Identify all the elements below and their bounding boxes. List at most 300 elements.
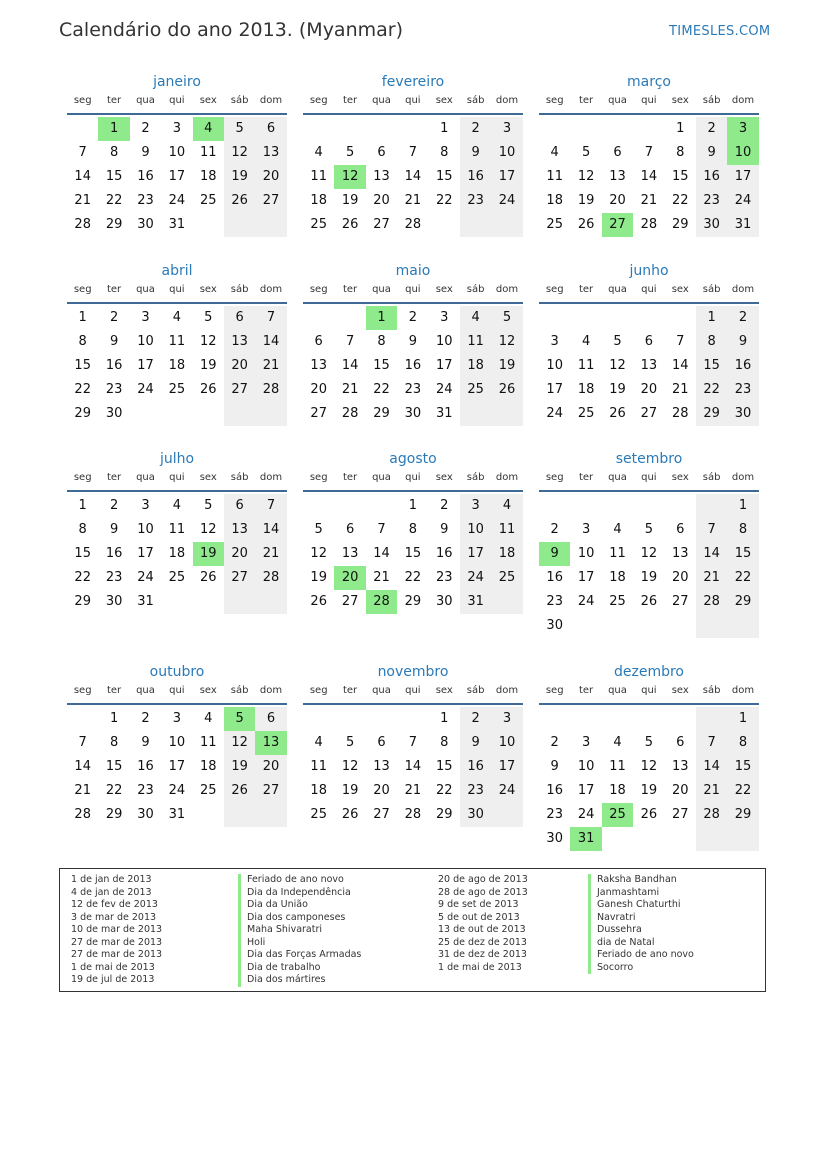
day-cell: 6	[224, 306, 255, 330]
day-cell: 8	[377, 334, 386, 349]
weekday-label: sáb	[702, 95, 721, 106]
empty-cell	[570, 614, 601, 638]
day-cell: 12	[224, 731, 255, 755]
day-cell: 5	[491, 306, 522, 330]
day-cell: 16	[546, 570, 563, 585]
day-cell: 2	[408, 310, 417, 325]
day-cell: 30	[546, 831, 563, 846]
day-cell: 4	[613, 522, 622, 537]
day-cell: 23	[546, 807, 563, 822]
day-grid	[67, 306, 287, 426]
month-julho	[67, 449, 287, 614]
empty-cell	[334, 117, 365, 141]
day-cell: 16	[435, 546, 453, 561]
weekday-label: sex	[435, 95, 453, 106]
empty-cell	[130, 402, 161, 426]
day-cell: 28	[255, 566, 286, 590]
day-cell: 27	[373, 217, 390, 232]
empty-cell	[665, 614, 696, 638]
day-cell: 30	[404, 406, 422, 421]
day-cell: 16	[404, 358, 422, 373]
day-cell: 6	[224, 494, 255, 518]
day-cell: 25	[602, 803, 633, 827]
day-cell: 7	[78, 145, 87, 160]
day-cell: 15	[727, 542, 758, 566]
day-cell: 26	[609, 406, 626, 421]
weekday-label: dom	[495, 95, 519, 106]
day-cell: 7	[696, 731, 727, 755]
day-cell: 18	[577, 382, 595, 397]
brand-logo-text[interactable]: TIMESLES.COM	[669, 24, 771, 39]
weekday-label: ter	[342, 284, 358, 295]
day-cell: 28	[696, 590, 727, 614]
day-cell: 18	[168, 358, 186, 373]
weekday-label: seg	[309, 685, 328, 696]
day-cell: 20	[373, 193, 390, 208]
legend-date: 1 de jan de 2013	[71, 874, 152, 885]
day-cell: 14	[341, 358, 359, 373]
day-cell: 30	[435, 594, 453, 609]
day-cell: 20	[671, 783, 689, 798]
day-cell: 4	[460, 306, 491, 330]
day-cell: 31	[435, 406, 453, 421]
day-cell: 7	[255, 306, 286, 330]
day-cell: 10	[137, 334, 154, 349]
day-cell: 13	[224, 518, 255, 542]
month-name: fevereiro	[381, 74, 445, 90]
day-grid	[539, 306, 759, 426]
day-cell: 12	[341, 759, 359, 774]
day-cell: 2	[460, 117, 491, 141]
day-cell: 10	[577, 546, 595, 561]
day-cell: 19	[341, 783, 359, 798]
day-cell: 20	[310, 382, 327, 397]
month-dezembro	[539, 662, 759, 851]
day-cell: 28	[640, 217, 658, 232]
day-cell: 18	[609, 783, 626, 798]
empty-cell	[539, 306, 570, 330]
day-cell: 24	[435, 382, 453, 397]
day-cell: 14	[696, 755, 727, 779]
month-name: julho	[159, 451, 195, 467]
day-cell: 11	[546, 169, 563, 184]
day-cell: 26	[341, 807, 359, 822]
day-cell: 10	[435, 334, 453, 349]
page-title: Calendário do ano 2013. (Myanmar)	[59, 19, 403, 41]
day-cell: 16	[546, 783, 563, 798]
day-cell: 11	[609, 759, 626, 774]
empty-cell	[491, 402, 522, 426]
empty-cell	[366, 117, 397, 141]
day-cell: 23	[137, 193, 154, 208]
day-cell: 24	[727, 189, 758, 213]
empty-cell	[397, 707, 428, 731]
empty-cell	[539, 117, 570, 141]
day-cell: 31	[168, 217, 186, 232]
day-cell: 25	[460, 378, 491, 402]
day-cell: 6	[255, 117, 286, 141]
weekday-label: seg	[73, 95, 92, 106]
day-cell: 3	[727, 117, 758, 141]
month-junho	[539, 261, 759, 426]
day-cell: 30	[137, 807, 154, 822]
day-cell: 26	[224, 779, 255, 803]
day-cell: 16	[137, 759, 154, 774]
day-cell: 28	[366, 590, 397, 614]
legend-date: 13 de out de 2013	[438, 924, 526, 935]
month-março	[539, 72, 759, 237]
day-cell: 21	[341, 382, 359, 397]
day-cell: 8	[440, 145, 449, 160]
day-cell: 6	[676, 735, 685, 750]
day-cell: 28	[404, 807, 422, 822]
weekday-label: qua	[608, 685, 627, 696]
legend-date: 27 de mar de 2013	[71, 936, 163, 948]
day-cell: 27	[224, 566, 255, 590]
day-cell: 29	[404, 594, 422, 609]
day-cell: 3	[172, 121, 181, 136]
day-cell: 5	[345, 145, 355, 160]
day-cell: 22	[404, 570, 422, 585]
day-cell: 22	[373, 382, 390, 397]
day-cell: 22	[435, 193, 453, 208]
day-cell: 13	[224, 330, 255, 354]
day-cell: 13	[373, 759, 390, 774]
day-cell: 23	[460, 189, 491, 213]
day-cell: 27	[602, 213, 633, 237]
day-cell: 1	[440, 711, 449, 726]
day-cell: 28	[74, 807, 91, 822]
weekday-label: seg	[545, 95, 564, 106]
empty-cell	[696, 827, 727, 851]
weekday-label: sex	[435, 284, 453, 295]
empty-cell	[303, 306, 334, 330]
day-cell: 16	[105, 358, 123, 373]
header-divider	[539, 113, 759, 115]
weekday-header	[303, 683, 523, 699]
weekday-label: ter	[106, 685, 122, 696]
day-cell: 11	[609, 546, 626, 561]
weekday-label: sáb	[230, 472, 249, 483]
day-cell: 4	[193, 117, 224, 141]
weekday-label: sáb	[702, 685, 721, 696]
empty-cell	[633, 306, 664, 330]
weekday-header	[539, 470, 759, 486]
day-cell: 28	[671, 406, 689, 421]
day-grid	[539, 494, 759, 638]
day-cell: 13	[671, 759, 689, 774]
day-cell: 1	[78, 498, 87, 513]
day-cell: 1	[727, 707, 758, 731]
day-cell: 20	[334, 566, 365, 590]
day-cell: 5	[581, 145, 591, 160]
day-cell: 25	[546, 217, 563, 232]
day-cell: 29	[727, 590, 758, 614]
empty-cell	[696, 707, 727, 731]
day-cell: 16	[727, 354, 758, 378]
day-cell: 5	[644, 522, 653, 537]
day-cell: 27	[640, 406, 658, 421]
day-cell: 17	[137, 358, 154, 373]
day-cell: 5	[224, 117, 255, 141]
weekday-label: dom	[731, 472, 755, 483]
empty-cell	[602, 614, 633, 638]
day-cell: 8	[109, 145, 119, 160]
day-cell: 25	[199, 783, 217, 798]
weekday-label: sáb	[702, 284, 721, 295]
month-name: junho	[629, 263, 669, 279]
day-cell: 2	[727, 306, 758, 330]
day-cell: 7	[644, 145, 653, 160]
weekday-label: ter	[106, 284, 122, 295]
day-cell: 18	[199, 759, 217, 774]
day-cell: 20	[255, 755, 286, 779]
weekday-label: sex	[671, 472, 689, 483]
empty-cell	[460, 213, 491, 237]
weekday-label: qui	[169, 95, 185, 106]
day-cell: 17	[546, 382, 563, 397]
day-cell: 18	[460, 354, 491, 378]
empty-cell	[491, 803, 522, 827]
day-cell: 13	[255, 141, 286, 165]
day-cell: 21	[696, 566, 727, 590]
weekday-header	[303, 282, 523, 298]
day-cell: 3	[550, 334, 559, 349]
legend-holiday-name: Dia das Forças Armadas	[238, 949, 361, 962]
empty-cell	[334, 494, 365, 518]
empty-cell	[334, 707, 365, 731]
day-cell: 23	[105, 382, 123, 397]
legend-holiday-name: Feriado de ano novo	[238, 874, 361, 887]
empty-cell	[570, 306, 601, 330]
day-cell: 3	[440, 310, 449, 325]
empty-cell	[193, 803, 224, 827]
weekday-label: sáb	[466, 284, 485, 295]
day-cell: 9	[109, 522, 119, 537]
day-cell: 26	[310, 594, 327, 609]
day-cell: 9	[696, 141, 727, 165]
day-cell: 16	[137, 169, 154, 184]
weekday-label: sáb	[466, 472, 485, 483]
day-cell: 28	[255, 378, 286, 402]
day-cell: 27	[224, 378, 255, 402]
month-abril	[67, 261, 287, 426]
weekday-label: qui	[405, 95, 421, 106]
day-cell: 2	[109, 310, 119, 325]
day-cell: 17	[137, 546, 154, 561]
day-cell: 29	[74, 406, 91, 421]
day-cell: 26	[491, 378, 522, 402]
day-cell: 14	[255, 518, 286, 542]
day-cell: 29	[671, 217, 689, 232]
day-cell: 22	[105, 783, 123, 798]
weekday-label: ter	[106, 95, 122, 106]
empty-cell	[727, 827, 758, 851]
empty-cell	[224, 590, 255, 614]
header-divider	[539, 302, 759, 304]
day-cell: 28	[341, 406, 359, 421]
weekday-header	[67, 282, 287, 298]
day-grid	[67, 117, 287, 237]
legend-date: 12 de fev de 2013	[71, 899, 158, 910]
day-cell: 31	[727, 213, 758, 237]
weekday-label: qui	[641, 284, 657, 295]
day-cell: 3	[491, 117, 522, 141]
day-cell: 31	[460, 590, 491, 614]
day-cell: 29	[74, 594, 91, 609]
weekday-label: sáb	[230, 685, 249, 696]
weekday-label: dom	[495, 284, 519, 295]
day-cell: 31	[570, 827, 601, 851]
day-cell: 8	[727, 518, 758, 542]
empty-cell	[303, 707, 334, 731]
weekday-label: qui	[641, 95, 657, 106]
empty-cell	[303, 494, 334, 518]
day-cell: 2	[550, 735, 559, 750]
header-divider	[67, 113, 287, 115]
day-cell: 22	[74, 570, 91, 585]
day-grid	[539, 117, 759, 237]
empty-cell	[224, 213, 255, 237]
empty-cell	[67, 707, 98, 731]
empty-cell	[491, 590, 522, 614]
legend-names-right	[588, 874, 694, 974]
day-cell: 27	[671, 594, 689, 609]
day-cell: 29	[696, 402, 727, 426]
day-grid	[67, 707, 287, 827]
day-cell: 2	[460, 707, 491, 731]
day-cell: 1	[109, 711, 119, 726]
day-cell: 30	[696, 213, 727, 237]
month-janeiro	[67, 72, 287, 237]
weekday-label: sex	[671, 284, 689, 295]
legend-dates-right	[438, 874, 528, 974]
day-cell: 13	[373, 169, 390, 184]
weekday-header	[303, 93, 523, 109]
day-cell: 11	[310, 759, 327, 774]
weekday-label: qua	[372, 472, 391, 483]
day-cell: 7	[377, 522, 386, 537]
weekday-label: qua	[608, 95, 627, 106]
legend-holiday-name: Dia da União	[238, 899, 361, 912]
empty-cell	[696, 494, 727, 518]
day-cell: 13	[310, 358, 327, 373]
day-cell: 14	[404, 759, 422, 774]
day-cell: 23	[137, 783, 154, 798]
day-cell: 21	[696, 779, 727, 803]
day-cell: 27	[341, 594, 359, 609]
month-name: dezembro	[614, 664, 684, 680]
weekday-label: seg	[545, 284, 564, 295]
day-cell: 11	[168, 334, 186, 349]
day-cell: 16	[105, 546, 123, 561]
day-cell: 5	[224, 707, 255, 731]
weekday-label: qua	[136, 685, 155, 696]
day-cell: 7	[408, 735, 417, 750]
header-divider	[67, 302, 287, 304]
legend-holiday-name: Janmashtami	[588, 887, 694, 900]
day-cell: 2	[696, 117, 727, 141]
day-cell: 12	[334, 165, 365, 189]
day-cell: 2	[440, 498, 449, 513]
weekday-label: dom	[259, 685, 283, 696]
day-grid	[303, 306, 523, 426]
day-cell: 27	[671, 807, 689, 822]
empty-cell	[570, 494, 601, 518]
empty-cell	[602, 494, 633, 518]
month-agosto	[303, 449, 523, 614]
weekday-label: dom	[259, 284, 283, 295]
day-cell: 15	[74, 546, 91, 561]
day-cell: 13	[609, 169, 626, 184]
month-name: maio	[395, 263, 431, 279]
day-cell: 29	[105, 217, 123, 232]
legend-date: 19 de jul de 2013	[71, 974, 155, 985]
day-cell: 23	[404, 382, 422, 397]
empty-cell	[303, 117, 334, 141]
day-cell: 7	[696, 518, 727, 542]
month-name: março	[627, 74, 671, 90]
weekday-label: qua	[372, 95, 391, 106]
header-divider	[303, 113, 523, 115]
weekday-label: sáb	[230, 284, 249, 295]
legend-date: 1 de mai de 2013	[438, 961, 522, 973]
day-cell: 26	[341, 217, 359, 232]
day-cell: 6	[676, 522, 685, 537]
weekday-label: dom	[495, 685, 519, 696]
day-cell: 22	[671, 193, 689, 208]
day-cell: 19	[640, 783, 658, 798]
day-cell: 25	[168, 570, 186, 585]
weekday-header	[539, 683, 759, 699]
empty-cell	[665, 494, 696, 518]
day-cell: 24	[137, 570, 154, 585]
day-cell: 17	[460, 542, 491, 566]
weekday-label: ter	[578, 95, 594, 106]
day-cell: 14	[74, 169, 91, 184]
day-cell: 11	[577, 358, 595, 373]
month-fevereiro	[303, 72, 523, 237]
day-cell: 19	[491, 354, 522, 378]
weekday-label: seg	[309, 284, 328, 295]
weekday-label: sex	[435, 685, 453, 696]
day-cell: 17	[168, 169, 186, 184]
day-cell: 23	[696, 189, 727, 213]
day-cell: 26	[640, 594, 658, 609]
empty-cell	[602, 827, 633, 851]
day-cell: 18	[199, 169, 217, 184]
day-cell: 25	[310, 217, 327, 232]
day-cell: 4	[204, 711, 213, 726]
month-name: agosto	[389, 451, 437, 467]
day-cell: 29	[435, 807, 453, 822]
weekday-label: sex	[435, 472, 453, 483]
weekday-label: qui	[405, 284, 421, 295]
empty-cell	[633, 827, 664, 851]
day-cell: 27	[255, 189, 286, 213]
day-cell: 9	[727, 330, 758, 354]
day-cell: 19	[577, 193, 595, 208]
day-cell: 13	[640, 358, 658, 373]
day-cell: 6	[345, 522, 355, 537]
empty-cell	[397, 117, 428, 141]
day-cell: 10	[168, 145, 186, 160]
day-cell: 5	[204, 310, 213, 325]
empty-cell	[539, 494, 570, 518]
weekday-label: ter	[106, 472, 122, 483]
empty-cell	[460, 402, 491, 426]
weekday-label: sáb	[702, 472, 721, 483]
